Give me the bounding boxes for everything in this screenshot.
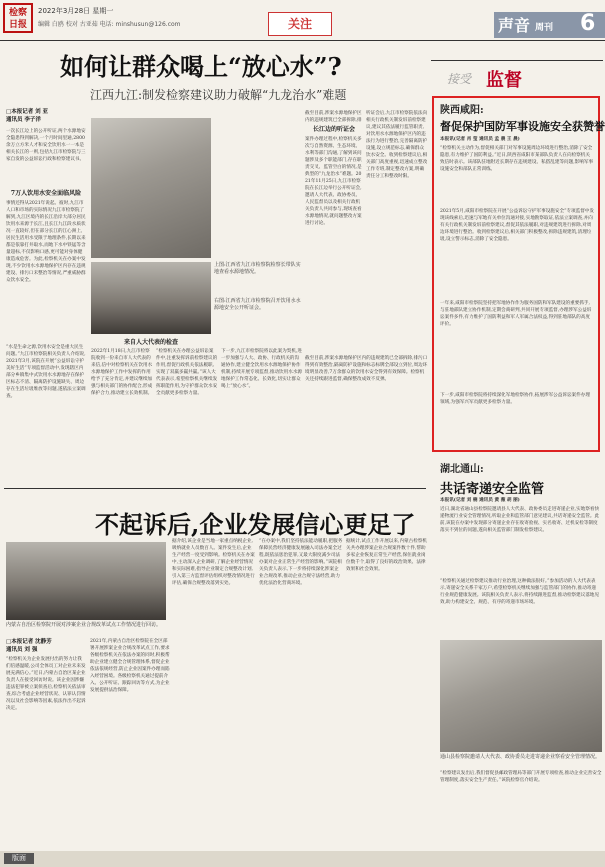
story1-body-d: 听证会后,九江市检察院依法向相关行政机关制发诉前检察建议,建议其依法履行监管职责,对饮用水水源地保护区内的违法行为进行整治,完善隔离防护设施,设立规范标志,确保群众饮水安全。收到检察建议后,相关部门高度重视,迅速成立整改工作专班,制定整改方案,明确责任分工和整改时限。 (366, 111, 428, 179)
item1-body-c: 一年来,咸阳市检察院坚持把军地协作作为服务国防和军队建设的重要抓手,与驻地部队建立协作机制,定期会商研判,共同开展专项监督,办理涉军公益诉讼案件多件,有力维护了国防利益和军人军属合法权益,得到驻地部队的高度评价。 (440, 301, 592, 327)
item1-title: 督促保护国防军事设施安全获赞誉 (440, 120, 605, 133)
right-top-rule (431, 60, 603, 61)
story1-section-c: 来自人大代表的检查 (123, 339, 178, 346)
section-tag: 关注 (268, 12, 332, 36)
story-divider (4, 488, 426, 489)
item2-body-b: “检察机关通过检察建议推动行业治理,这种做法很好。”参加活动的人大代表表示,寄递安全关系千家万户,希望检察机关继续加强与监管部门的协作,推动寄递行业规范健康发展。该院相关负责人表示,将持续跟进监督,推动检察建议落地见效,助力构建安全、规范、有序的寄递市场环境。 (440, 579, 600, 605)
item1-body-d: 下一步,咸阳市检察院将持续深化军地检察协作,拓展涉军公益诉讼案件办理领域,为强军兴军贡献更多检察力量。 (440, 393, 590, 405)
staff-line: 编辑 白鸥 校对 古亚茹 电话: minshusun@126.com (38, 21, 181, 28)
story2-body-b: 2021年,内蒙古自治区检察院在全区部署开展涉案企业合规改革试点工作,要求各级检察机关在依法办案的同时,积极帮助企业建立健全合规管理体系,督促企业依法依规经营,防止企业因案件办理而陷入经营困境。各级检察机关通过提前介入、公开听证、跟踪回访等方式,为企业发展提供法治保障。 (90, 639, 170, 693)
item2-location: 湖北通山: (440, 464, 484, 475)
item2-body-c: “检察建议发出后,我们督促县邮政管理局等部门开展专项检查,推动企业完善安全管理制度,落实安全生产责任。”该院检察官介绍说。 (440, 771, 602, 783)
item2-body-a: 近日,湖北省通山县检察院邀请县人大代表、政协委员走进寄递企业,实地察看快递物流行业安全管理情况,听取企业和监管部门意见建议,共话寄递安全监管。此前,该院在办案中发现部分寄递企业存在收寄验视、实名收寄、过机安检等制度落实不到位的问题,遂向相关监管部门制发检察建议。 (440, 507, 600, 533)
page-number: 6 (580, 11, 596, 36)
dateline: 2022年3月28日 星期一 (38, 7, 114, 15)
footer-tag: 版面 (4, 853, 34, 864)
masthead-rule (0, 40, 605, 41)
story1-body-f: 2022年1月18日,九江市检察院收到一份来自市人大代表的来信,信中对检察机关在饮用水水源地保护工作中发挥的作用给予了充分肯定,并建议继续加强与相关部门的协作配合,形成保护合力,推动建立长效机制。 (91, 349, 153, 396)
story1-section-b: 长江边的听证会 (312, 126, 355, 133)
story1-body-c: 案件办理过程中,检察机关多次与自然资源、生态环境、水利等部门沟通,了解到该问题涉及多个职能部门,存在职责交叉、监管空白的情况,是典型的“九龙治水”难题。2021年11月25日,九江市检察院在长江边举行公开听证会,邀请人大代表、政协委员、人民监督员以及相关行政机关负责人共同参与,现场查看水源地情况,就问题整改方案进行讨论。 (305, 137, 362, 226)
item2-photo-caption: 通山县检察院邀请人大代表、政协委员走进寄递企业察看安全管理情况。 (440, 754, 601, 760)
story1-headline: 如何让群众喝上“放心水”? (60, 52, 342, 81)
story1-photo-1 (91, 118, 211, 258)
item2-byline: 本报讯(记者 刘 楠 通讯员 黄 薇 胡 丽) (440, 498, 520, 503)
item1-location: 陕西咸阳: (440, 105, 484, 116)
supervision-kicker: 接受 (447, 72, 472, 86)
story2-photo-caption: 内蒙古自治区检察院开展对涉案企业合规改革试点工作情况进行回访。 (6, 622, 162, 628)
footer-bar (0, 851, 605, 867)
item1-byline: 本报讯(记者 肖 莹 通讯员 孟 晨 王 晨) (440, 137, 520, 142)
story2-body-e: 据统计,试点工作开展以来,内蒙古检察机关共办理涉案企业合规案件数十件,帮助多家企业恢复正常生产经营,保住就业岗位数千个,取得了良好的政治效果、法律效果和社会效果。 (346, 539, 428, 572)
newspaper-logo: 检察日报 (3, 3, 33, 33)
story1-lead: 一次长江边上的公开听证,两个水源地安全隐患得到解决,一个月时间里通,2800余万立方米人才和安全饮用水一一本是相关长江的一则,包括九江市检察院与三家自发的公益诉讼行政和检察建议书。 (6, 129, 86, 162)
item2-photo (440, 640, 602, 752)
story1-body-a: 事情还得从2021年说起。彼时,九江市人口和市场的实际情况九江市检察院了解到,九江区境内的长江沿岸大部分居民饮用水来源于长江,且长江九江段水质状况一直较好,但在部分长江的江心洲上,居民生活用水受限于地理条件,长期以来都是依靠打井取水,而地下水中铁锰等含量超标,不仅影响口感,更可能对身体健康造成危害。为此,检察机关在办案中发现,不少饮用水水源地保护区内存在违规建设、排污口未整治等情况,严重威胁群众饮水安全。 (6, 201, 86, 283)
item1-body-a: “检察机关主动作为,督促相关部门对军事设施周边环境进行整治,消除了安全隐患,有力维护了国防利益。”近日,陕西省咸阳市某部队负责人在向检察机关致信时表示。该部队驻地附近长期存在违规建设、私搭乱建等问题,影响军事设施安全和部队正常训练。 (440, 146, 594, 172)
story1-photo2-caption: 右图:江西省九江市检察院召开饮用水水源地安全公开听证会。 (214, 298, 301, 311)
story1-subhead: 江西九江:制发检察建议助力破解“九龙治水”难题 (90, 88, 347, 102)
story2-body-d: “在办案中,我们坚持依法能动履职,把服务保障民营经济健康发展融入司法办案全过程,既依法惩治犯罪,又最大限度减少司法办案对企业正常生产经营的影响。”该院相关负责人表示,下一步将持续深化涉案企业合规改革,推动企业合规守法经营,助力优化法治化营商环境。 (259, 539, 343, 586)
story2-byline: □本报记者 沈静芳 通讯员 刘 强 (6, 639, 52, 653)
story2-body-a: “检察机关为企业发展付出的努力让我们倍感温暖,公司全体员工对企业未来发展充满信心。”近日,内蒙古自治区某企业负责人在接受回访时说。该企业因涉嫌违法犯罪被立案侦查后,检察机关依法审查,综合考虑企业经营状况、认罪认罚情况以及社会影响等因素,依法作出不起诉决定。 (6, 657, 86, 711)
story1-body-h: 下一步,九江市检察院将以此案为契机,进一步加强与人大、政协、行政机关的沟通协作,建立健全饮用水水源地保护协作机制,持续开展专项监督,推动饮用水水源地保护工作常态化、长效化,切实让群众喝上“放心水”。 (221, 349, 303, 389)
story1-byline: □本报记者 刘 亚 通讯员 李子洋 (6, 109, 49, 123)
story1-body-e: 截至目前,涉案水源地保护区内的违规建筑已全部拆除,排污口得到有效整治,隔离防护设施和标志标牌全部设立到位,周边环境明显改善,7万余群众的饮用水安全得到有效保障。检察机关还持续跟进监督,确保整改成效不反弹。 (305, 356, 428, 382)
story1-body-g: “检察机关在办理公益诉讼案件中,注重发挥诉前检察建议的作用,督促行政机关依法履职,实现了双赢多赢共赢。”该人大代表表示,希望检察机关继续发挥职能作用,为守护群众饮水安全贡献更多检察力量。 (156, 349, 218, 396)
story1-photo1-caption: 上图:江西省九江市检察院检察长带队实地查看水源地情况。 (214, 262, 301, 275)
item2-title: 共话寄递安全监管 (440, 482, 545, 497)
item1-body-b: 2021年5月,咸阳市检察院在开展“公益诉讼守护军事设施安全”专项监督中发现该线索后,迅速与军地有关单位沟通对接,实地勘察取证,依法立案调查,并向有关行政机关制发诉前检察建议,督促其依法履职,对违规建筑进行拆除,对周边环境进行整治。收到检察建议后,相关部门积极整改,拆除违规建筑,清理垃圾,设立警示标志,消除了安全隐患。 (440, 209, 594, 242)
banner-subtitle: 周刊 (535, 23, 554, 33)
story2-headline: 不起诉后,企业发展信心更足了 (95, 510, 416, 539)
story2-photo (6, 542, 166, 620)
banner-title: 声音 (498, 16, 531, 35)
story1-body-b: “水是生命之源,饮用水安全是重大民生问题。”九江市检察院相关负责人介绍说,2021年3月,该院在开展“公益诉讼守护美好生活”专项监督活动中,发现辖区内部分乡镇集中式饮用水水源地存在保护区标志不清、隔离防护设施缺失、周边存在生活垃圾堆放等问题,遂依法立案调查。 (6, 345, 86, 399)
story1-section-a: 7万人饮用水安全面临风险 (10, 190, 82, 197)
story1-tail: 截至目前,涉案水源地保护区内的违规建筑已全部拆除,排 (305, 111, 362, 122)
supervision-title: 监督 (486, 70, 522, 91)
story2-body-c: 据介绍,该企业是当地一家重点纳税企业,吸纳就业人员数百人。案件发生后,企业生产经营一度受到影响。检察机关在办案中,主动深入企业调研,了解企业经营情况和实际困难,指导企业制定合规整改计划,引入第三方监督评估组织对整改情况进行评估,确保合规整改落到实处。 (172, 539, 255, 586)
story1-photo-2 (91, 262, 211, 334)
